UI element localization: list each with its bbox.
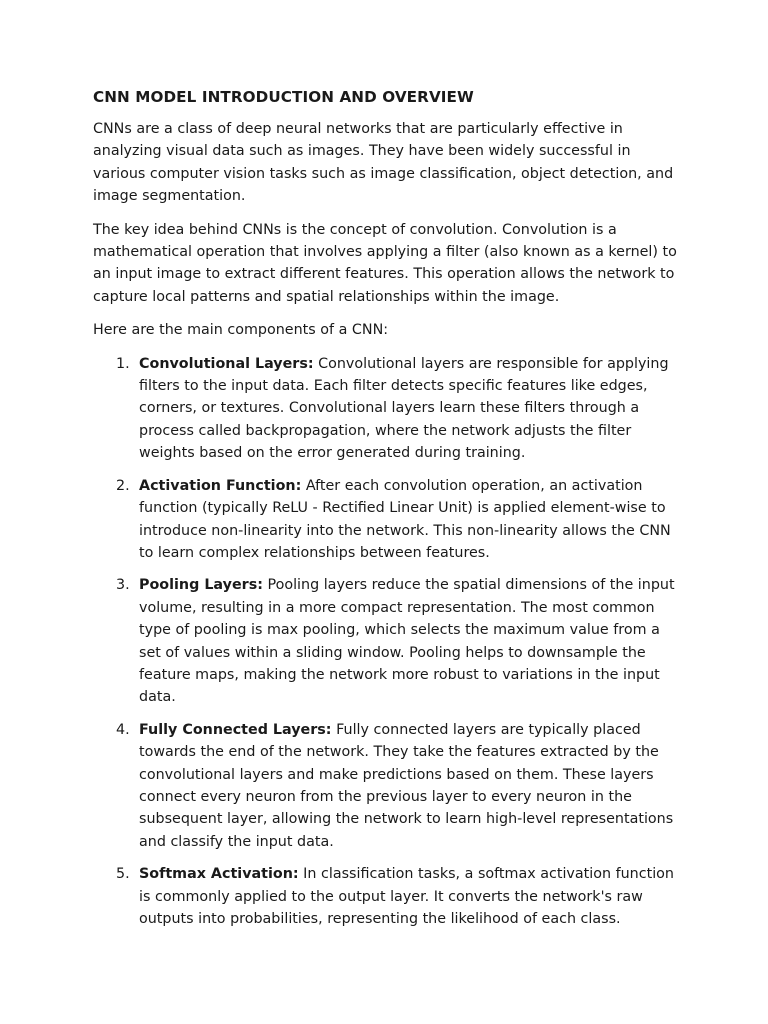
list-item-term: Activation Function: [139, 477, 302, 494]
list-item [93, 863, 683, 930]
list-item-text: Fully connected layers are typically placed towards the end of the network. They take the features extracted by the convolutional layers and make predictions based on them. These layers connect every neuron from the previous layer to every neuron in the subsequent layer, allowing the network to learn high-level representations and classify the input data. [139, 721, 674, 850]
list-item [93, 353, 683, 465]
list-item-number: 5. [116, 866, 130, 883]
list-item [93, 475, 683, 565]
list-item-number: 1. [116, 355, 130, 372]
list-item [93, 574, 683, 708]
list-item-term: Fully Connected Layers: [139, 721, 332, 738]
components-lead-paragraph: Here are the main components of a CNN: [93, 322, 389, 339]
list-item-term: Softmax Activation: [139, 866, 299, 883]
list-item-text: Pooling layers reduce the spatial dimensions of the input volume, resulting in a more compact representation. The most common type of pooling is max pooling, which selects the maximum value from a set of values within a sliding window. Pooling helps to downsample the feature maps, making the network more robust to variations in the input data. [139, 577, 675, 706]
convolution-paragraph: The key idea behind CNNs is the concept of convolution. Convolution is a mathematical operation that involves applying a filter (also known as a kernel) to an input image to extract different features. This operation allows the network to capture local patterns and spatial relationships within the image. [93, 221, 677, 305]
list-item [93, 719, 683, 853]
list-item-text: In classification tasks, a softmax activation function is commonly applied to the output layer. It converts the network's raw outputs into probabilities, representing the likelihood of each class. [139, 866, 674, 927]
intro-paragraph: CNNs are a class of deep neural networks that are particularly effective in analyzing visual data such as images. They have been widely successful in various computer vision tasks such as image classification, object detection, and image segmentation. [93, 121, 674, 205]
list-item-term: Pooling Layers: [139, 577, 263, 594]
list-item-text: Convolutional layers are responsible for applying filters to the input data. Each filter detects specific features like edges, corners, or textures. Convolutional layers learn these filters through a process called backpropagation, where the network adjusts the filter weights based on the error generated during training. [139, 355, 669, 462]
list-item-term: Convolutional Layers: [139, 355, 314, 372]
list-item-number: 2. [116, 477, 130, 494]
document-page [93, 86, 683, 940]
list-item-number: 4. [116, 721, 130, 738]
components-list [93, 353, 683, 931]
document-title: CNN MODEL INTRODUCTION AND OVERVIEW [93, 88, 474, 106]
list-item-number: 3. [116, 577, 130, 594]
list-item-text: After each convolution operation, an activation function (typically ReLU - Rectified Linear Unit) is applied element-wise to introduce non-linearity into the network. This non-linearity allows the CNN to learn complex relationships between features. [139, 477, 671, 561]
